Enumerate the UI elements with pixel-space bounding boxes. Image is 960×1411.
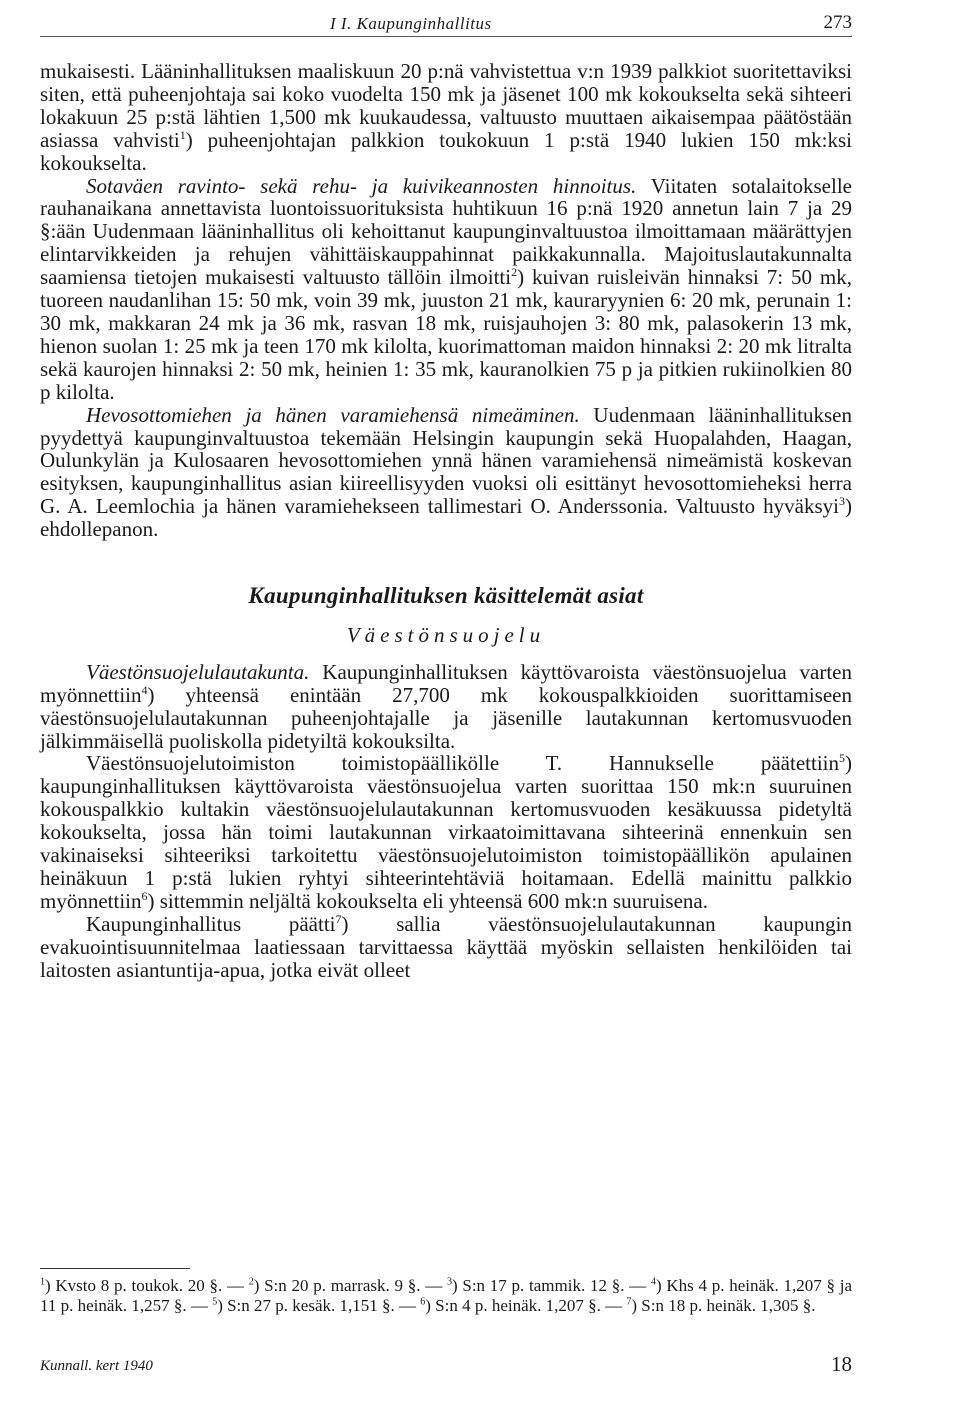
page-body <box>40 60 852 982</box>
paragraph-continuation: mukaisesti. Lääninhallituksen maaliskuun 20 p:nä vahvistettua v:n 1939 palkkiot suoritettaviksi siten, että puheenjohtaja sai koko vuodelta 150 mk ja jäsenet 100 mk kokoukselta sekä sihteeri lokakuun 25 p:stä lähtien 1,500 mk kuukaudessa, valtuusto muuttaen aikaisempaa päätöstään asiassa vahvisti$^1$) puheenjohtajan palkkion toukokuun 1 p:stä 1940 lukien 150 mk:ksi kokoukselta. <box>40 59 853 175</box>
paragraph-title: Hevosottomiehen ja hänen varamiehensä nimeäminen. <box>86 402 580 427</box>
running-header <box>40 6 852 37</box>
footer-publication: Kunnall. kert 1940 <box>40 1358 153 1374</box>
footnote-ref: 5 <box>839 751 845 766</box>
footnote-ref: 6 <box>141 888 148 903</box>
footnotes: $^1$) Kvsto 8 p. toukok. 20 §. — $^2$) S:n 20 p. marrask. 9 §. — $^3$) S:n 17 p. tammik. 12 §. — $^4$) Khs 4 p. heinäk. 1,207 § ja 11 p. heinäk. 1,257 §. — $^5$) S:n 27 p. kesäk. 1,151 §. — $^6$) S:n 4 p. heinäk. 1,207 §. — $^7$) S:n 18 p. heinäk. 1,305 §. <box>40 1276 853 1315</box>
page-number: 273 <box>823 12 852 33</box>
subsection-heading: Väestönsuojelu <box>346 622 546 647</box>
paragraph-lautakunta: Väestönsuojelulautakunta. Kaupunginhallituksen käyttövaroista väestönsuojelua varten myönnettiin$^4$) yhteensä enintään 27,700 mk kokouspalkkioiden suorittamiseen väestönsuojelulautakunnan puheenjohtajalle ja jäsenille lautakunnan kertomusvuoden jälkimmäisellä puoliskolla pidetyiltä kokouksilta. <box>40 659 852 753</box>
paragraph-title: Väestönsuojelulautakunta. <box>86 659 310 684</box>
footnote-ref: 2 <box>511 265 518 280</box>
footnote-ref: 7 <box>335 911 342 926</box>
running-header-title: I I. Kaupunginhallitus <box>330 14 492 33</box>
paragraph-hevosotto: Hevosottomiehen ja hänen varamiehensä nimeäminen. Uudenmaan lääninhallituksen pyydettyä kaupunginvaltuustoa tekemään Helsingin kaupungin sekä Huopalahden, Haagan, Oulunkylän ja Kulosaaren hevosottomiehen ynnä hänen varamiehensä nimeämistä koskevan esityksen, kaupunginhallitus asian kiireellisyyden vuoksi oli esittänyt hevosottomieheksi herra G. A. Leemlochia ja hänen varamiehekseen tallimestari O. Anderssonia. Valtuusto hyväksyi$^3$) ehdollepanon. <box>40 402 852 542</box>
footnote-ref: 1 <box>179 127 186 142</box>
paragraph-evakuointi: Kaupunginhallitus päätti$^7$) sallia väestönsuojelulautakunnan kaupungin evakuointisuunnitelmaa laatiessaan tarvittaessa käyttää myöskin sellaisten henkilöiden tai laitosten asiantuntija-apua, jotka eivät olleet <box>40 911 852 982</box>
footnote-divider <box>40 1268 190 1269</box>
paragraph-toimisto: Väestönsuojelutoimiston toimistopäällikölle T. Hannukselle päätettiin$^5$) kaupunginhallituksen käyttövaroista väestönsuojelua varten suorittaa 150 mk:n suuruinen kokouspalkkio kultakin väestönsuojelulautakunnan kertomusvuoden kesäkuussa pidetyltä kokoukselta, jossa hän toimi lautakunnan virkaatoimittavana sihteerinä ennenkuin sen vakinaiseksi sihteeriksi tarkoitettu väestönsuojelutoimiston toimistopäällikön apulainen heinäkuun 1 p:stä lukien ryhtyi sihteerintehtäviä hoitamaan. Edellä mainittu palkkio myönnettiin$^6$) sittemmin neljältä kokoukselta eli yhteensä 600 mk:n suuruisena. <box>40 751 852 913</box>
section-heading: Kaupunginhallituksen käsittelemät asiat <box>248 583 644 609</box>
paragraph-title: Sotaväen ravinto- sekä rehu- ja kuivikeannosten hinnoitus. <box>86 173 637 198</box>
footer-signature-mark: 18 <box>831 1352 852 1376</box>
footnote-ref: 4 <box>141 682 148 697</box>
paragraph-sotavaen: Sotaväen ravinto- sekä rehu- ja kuivikeannosten hinnoitus. Viitaten sotalaitokselle rauhanaikana annettavista luontoissuorituksista huhtikuun 16 p:nä 1920 annetun lain 7 ja 29 §:ään Uudenmaan lääninhallitus oli kehoittanut kaupunginvaltuustoa ilmoittamaan määrättyjen elintarvikkeiden ja rehujen vähittäiskauppahinnat paikkakunnalla. Majoituslautakunnalta saamiensa tietojen mukaisesti valtuusto tällöin ilmoitti$^2$) kuivan ruisleivän hinnaksi 7: 50 mk, tuoreen naudanlihan 15: 50 mk, voin 39 mk, juuston 21 mk, kauraryynien 6: 20 mk, perunain 1: 30 mk, makkaran 24 mk ja 36 mk, rasvan 18 mk, ruisjauhojen 3: 80 mk, palasokerin 13 mk, hienon suolan 1: 25 mk ja teen 170 mk kilolta, kuorimattoman maidon hinnaksi 2: 20 mk litralta sekä kaurojen hinnaksi 2: 50 mk, heinien 1: 35 mk, kauranolkien 75 p ja pitkien rukiinolkien 80 p kilolta. <box>40 173 852 404</box>
footnote-ref: 3 <box>839 494 845 509</box>
